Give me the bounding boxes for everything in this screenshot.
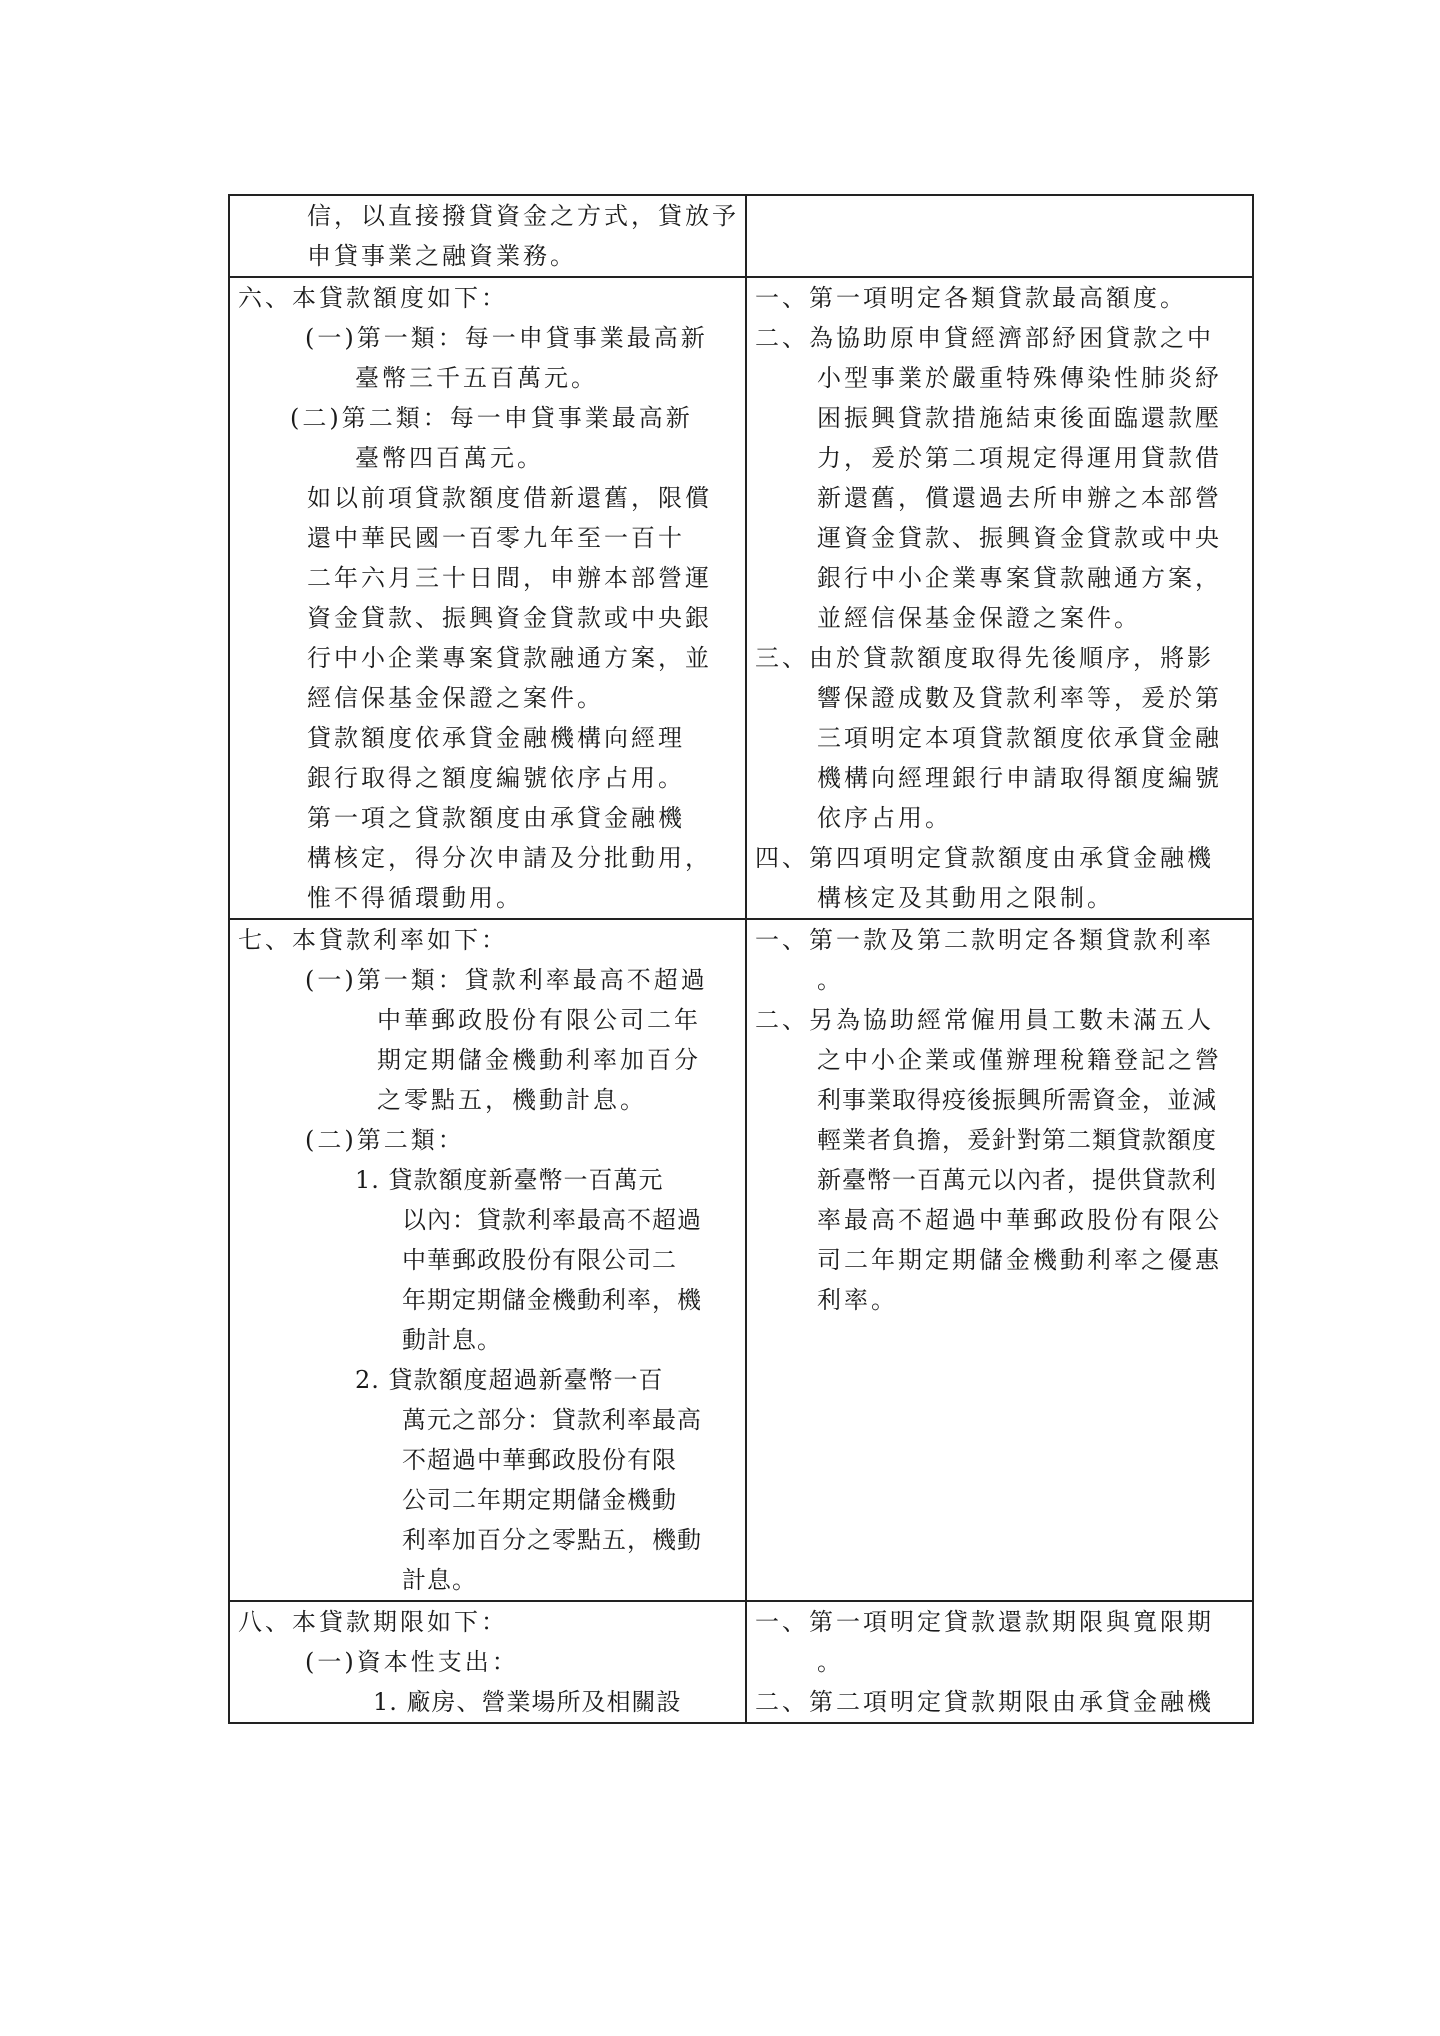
table-row: [229, 277, 1253, 919]
explanation-line: 銀行中小企業專案貸款融通方案，: [817, 564, 1222, 592]
explanation-cell: [746, 1601, 1253, 1723]
explanation-line: 機構向經理銀行申請取得額度編號: [817, 764, 1222, 792]
explanation-line: 利率。: [817, 1286, 898, 1314]
explanation-line: 依序占用。: [817, 804, 952, 832]
provision-line: 1. 廠房、營業場所及相關設: [373, 1688, 682, 1716]
provision-line: 臺幣四百萬元。: [355, 444, 544, 472]
explanation-line: 一、第一項明定貸款還款期限與寬限期: [755, 1608, 1214, 1636]
explanation-line: 新還舊，償還過去所申辦之本部營: [817, 484, 1222, 512]
provision-cell: [229, 195, 746, 277]
explanation-line: 小型事業於嚴重特殊傳染性肺炎紓: [817, 364, 1222, 392]
provision-cell: [229, 277, 746, 919]
provision-line: 信，以直接撥貸資金之方式，貸放予: [307, 202, 739, 230]
provision-line: 還中華民國一百零九年至一百十: [307, 524, 685, 552]
explanation-line: 力，爰於第二項規定得運用貸款借: [817, 444, 1222, 472]
explanation-cell: [746, 277, 1253, 919]
provision-line: (二)第二類：每一申貸事業最高新: [290, 404, 693, 432]
provision-line: 公司二年期定期儲金機動: [402, 1486, 677, 1514]
explanation-line: 利事業取得疫後振興所需資金，並減: [817, 1086, 1217, 1114]
provision-line: 中華郵政股份有限公司二: [402, 1246, 677, 1274]
provision-line: 惟不得循環動用。: [307, 884, 523, 912]
explanation-line: 輕業者負擔，爰針對第二類貸款額度: [817, 1126, 1217, 1154]
provision-line: 動計息。: [402, 1326, 502, 1354]
explanation-line: 困振興貸款措施結束後面臨還款壓: [817, 404, 1222, 432]
explanation-line: 。: [817, 966, 844, 994]
explanation-line: 二、第二項明定貸款期限由承貸金融機: [755, 1688, 1214, 1716]
explanation-line: 。: [817, 1648, 844, 1676]
provision-line: 期定期儲金機動利率加百分: [377, 1046, 701, 1074]
table-row: [229, 1601, 1253, 1723]
provision-line: 二年六月三十日間，申辦本部營運: [307, 564, 712, 592]
explanation-line: 三、由於貸款額度取得先後順序，將影: [755, 644, 1214, 672]
provision-line: 計息。: [402, 1566, 477, 1594]
provision-line: (一)第一類：每一申貸事業最高新: [305, 324, 708, 352]
explanation-line: 響保證成數及貸款利率等，爰於第: [817, 684, 1222, 712]
provision-line: 利率加百分之零點五，機動: [402, 1526, 702, 1554]
comparison-table: [228, 194, 1254, 1724]
table-row: [229, 919, 1253, 1601]
provision-line: 不超過中華郵政股份有限: [402, 1446, 677, 1474]
provision-line: 之零點五，機動計息。: [377, 1086, 647, 1114]
provision-line: 臺幣三千五百萬元。: [355, 364, 598, 392]
article-heading: 六、本貸款額度如下：: [238, 284, 508, 312]
explanation-line: 司二年期定期儲金機動利率之優惠: [817, 1246, 1222, 1274]
provision-line: 1. 貸款額度新臺幣一百萬元: [355, 1166, 664, 1194]
provision-line: (一)資本性支出：: [305, 1648, 519, 1676]
explanation-line: 二、為協助原申貸經濟部紓困貸款之中: [755, 324, 1214, 352]
explanation-line: 三項明定本項貸款額度依承貸金融: [817, 724, 1222, 752]
explanation-line: 並經信保基金保證之案件。: [817, 604, 1141, 632]
provision-line: 行中小企業專案貸款融通方案，並: [307, 644, 712, 672]
explanation-line: 運資金貸款、振興資金貸款或中央: [817, 524, 1222, 552]
provision-line: 中華郵政股份有限公司二年: [377, 1006, 701, 1034]
provision-line: 萬元之部分：貸款利率最高: [402, 1406, 702, 1434]
provision-line: 2. 貸款額度超過新臺幣一百: [355, 1366, 664, 1394]
provision-line: (一)第一類：貸款利率最高不超過: [305, 966, 708, 994]
explanation-cell: [746, 195, 1253, 277]
table-row: [229, 195, 1253, 277]
provision-line: (二)第二類：: [305, 1126, 465, 1154]
article-heading: 七、本貸款利率如下：: [238, 926, 508, 954]
provision-line: 如以前項貸款額度借新還舊，限償: [307, 484, 712, 512]
provision-line: 資金貸款、振興資金貸款或中央銀: [307, 604, 712, 632]
explanation-line: 一、第一款及第二款明定各類貸款利率: [755, 926, 1214, 954]
provision-line: 構核定，得分次申請及分批動用，: [307, 844, 712, 872]
explanation-cell: [746, 919, 1253, 1601]
explanation-line: 之中小企業或僅辦理稅籍登記之營: [817, 1046, 1222, 1074]
provision-cell: [229, 1601, 746, 1723]
provision-line: 申貸事業之融資業務。: [307, 242, 577, 270]
article-heading: 八、本貸款期限如下：: [238, 1608, 508, 1636]
explanation-line: 率最高不超過中華郵政股份有限公: [817, 1206, 1222, 1234]
explanation-line: 四、第四項明定貸款額度由承貸金融機: [755, 844, 1214, 872]
provision-line: 以內：貸款利率最高不超過: [402, 1206, 702, 1234]
explanation-line: 二、另為協助經常僱用員工數未滿五人: [755, 1006, 1214, 1034]
provision-line: 年期定期儲金機動利率，機: [402, 1286, 702, 1314]
explanation-line: 新臺幣一百萬元以內者，提供貸款利: [817, 1166, 1217, 1194]
provision-line: 經信保基金保證之案件。: [307, 684, 604, 712]
provision-cell: [229, 919, 746, 1601]
provision-line: 貸款額度依承貸金融機構向經理: [307, 724, 685, 752]
explanation-line: 一、第一項明定各類貸款最高額度。: [755, 284, 1187, 312]
provision-line: 第一項之貸款額度由承貸金融機: [307, 804, 685, 832]
explanation-line: 構核定及其動用之限制。: [817, 884, 1114, 912]
provision-line: 銀行取得之額度編號依序占用。: [307, 764, 685, 792]
